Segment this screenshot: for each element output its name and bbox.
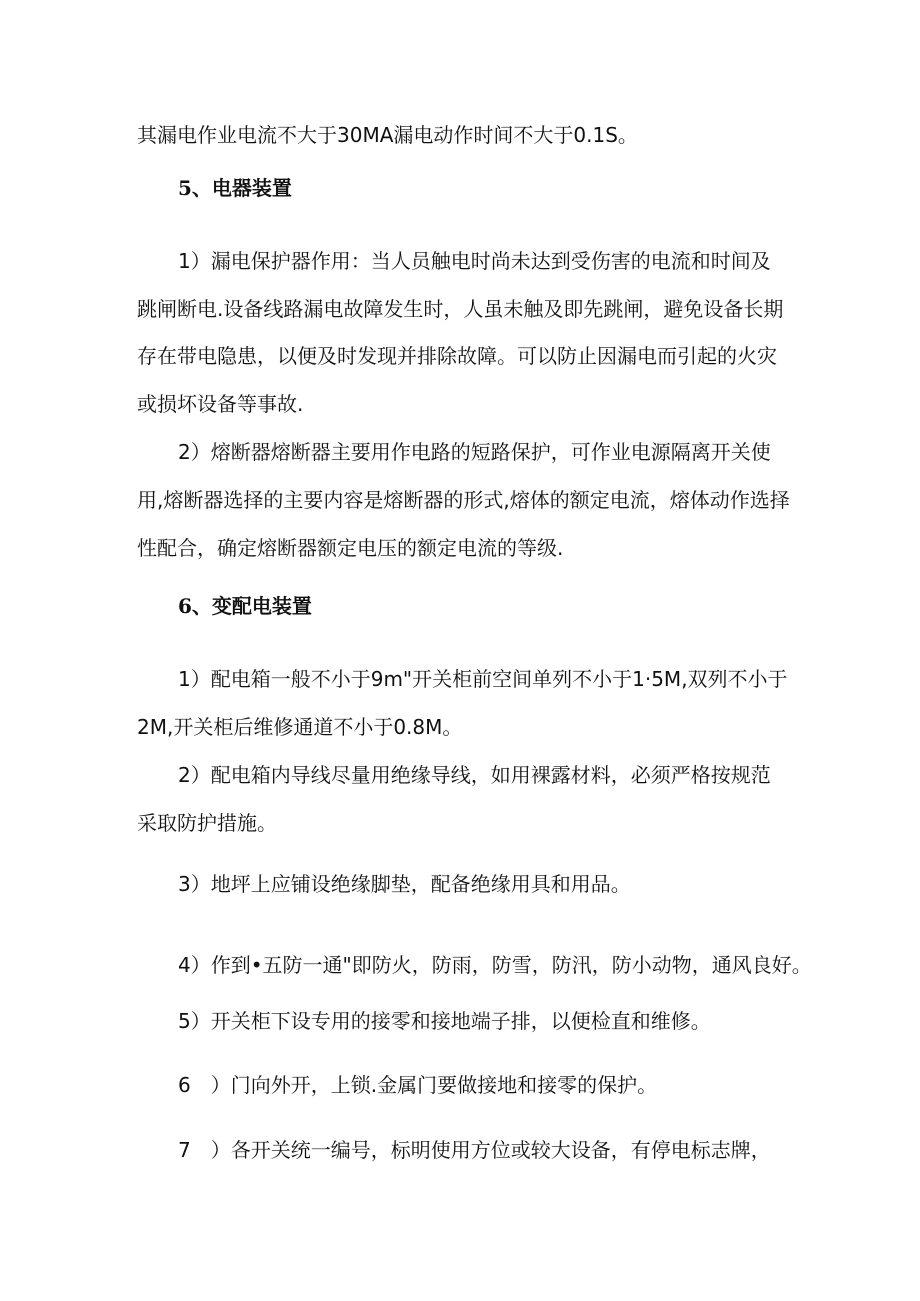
paragraph-line: 2）熔断器熔断器主要用作电路的短路保护，可作业电源隔离开关使 [178,440,771,464]
paragraph-line: 性配合，确定熔断器额定电压的额定电流的等级. [137,536,564,560]
paragraph-line: 5）开关柜下设专用的接零和接地端子排，以便检直和维修。 [178,1009,711,1033]
section-heading-electrical-devices: 5、电器装置 [178,176,292,200]
paragraph-line: 7 ）各开关统一编号，标明使用方位或较大设备，有停电标志牌， [178,1138,771,1162]
paragraph-line: 1）配电箱一般不小于9m"开关柜前空间单列不小于1·5M,双列不小于 [178,667,788,691]
paragraph-line: 2M,开关柜后维修通道不小于0.8M。 [137,715,463,739]
paragraph-line: 用,熔断器选择的主要内容是熔断器的形式,熔体的额定电流，熔体动作选择 [137,488,790,512]
paragraph-line: 3）地坪上应铺设绝缘脚垫，配备绝缘用具和用品。 [178,872,631,896]
paragraph-line: 跳闸断电.设备线路漏电故障发生时，人虽未触及即先跳闸，避免设备长期 [137,297,784,321]
paragraph-line: 或损坏设备等事故. [137,392,304,416]
paragraph-line: 1）漏电保护器作用：当人员触电时尚未达到受伤害的电流和时间及 [178,249,771,273]
paragraph-line: 2）配电箱内导线尽量用绝缘导线，如用裸露材料，必须严格按规范 [178,763,771,787]
section-heading-substation-devices: 6、变配电装置 [178,594,312,618]
paragraph-line: 6 ）门向外开，上锁.金属门要做接地和接零的保护。 [178,1073,658,1097]
paragraph-line: 4）作到•五防一通"即防火，防雨，防雪，防汛，防小动物，通风良好。 [178,953,812,977]
paragraph-line: 其漏电作业电流不大于30MA漏电动作时间不大于0.1S。 [137,123,638,147]
paragraph-line: 存在带电隐患，以便及时发现并排除故障。可以防止因漏电而引起的火灾 [137,344,777,368]
paragraph-line: 采取防护措施。 [137,811,277,835]
